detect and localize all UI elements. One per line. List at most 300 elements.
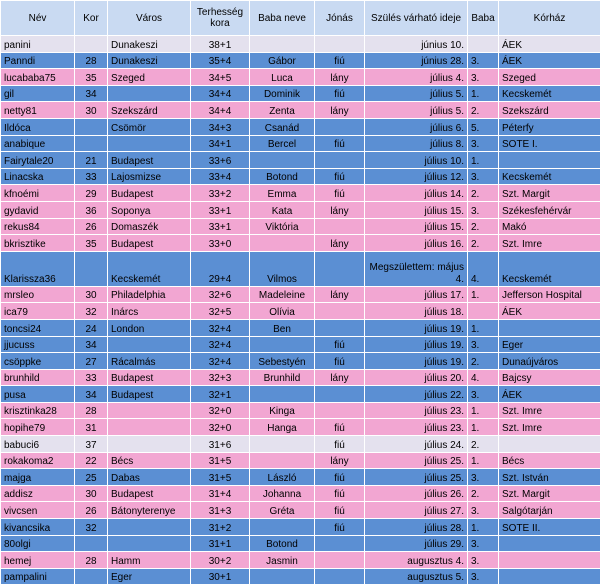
cell-jonas [315, 218, 365, 235]
table-row [1, 218, 600, 235]
cell-baba-neve: Madeleine [250, 286, 315, 303]
header-baba-neve: Baba neve [250, 1, 315, 36]
cell-varos: Inárcs [108, 303, 191, 320]
table-row [1, 402, 600, 419]
table-body [1, 36, 600, 585]
cell-jonas: fiú [315, 353, 365, 370]
cell-kor: 26 [75, 502, 108, 519]
cell-szules: július 15. [365, 218, 468, 235]
cell-korhaz: Szt. Margit [499, 185, 600, 202]
cell-baba-neve: László [250, 469, 315, 486]
cell-jonas: fiú [315, 502, 365, 519]
cell-korhaz: Kecskemét [499, 85, 600, 102]
cell-baba: 3. [468, 69, 499, 86]
cell-varos: Budapest [108, 485, 191, 502]
cell-jonas [315, 552, 365, 569]
cell-korhaz: SOTE II. [499, 519, 600, 536]
cell-jonas: lány [315, 286, 365, 303]
cell-jonas: fiú [315, 436, 365, 453]
cell-baba-neve [250, 235, 315, 252]
cell-jonas: fiú [315, 85, 365, 102]
cell-baba-neve: Olívia [250, 303, 315, 320]
table-row [1, 152, 600, 169]
cell-baba-neve: Sebestyén [250, 353, 315, 370]
cell-terhesseg: 32+6 [191, 286, 250, 303]
cell-korhaz: Szt. Imre [499, 402, 600, 419]
table-row [1, 552, 600, 569]
cell-baba: 3. [468, 469, 499, 486]
cell-varos [108, 402, 191, 419]
cell-nev: lucababa75 [1, 69, 75, 86]
cell-varos [108, 419, 191, 436]
cell-nev: rokakoma2 [1, 452, 75, 469]
cell-terhesseg: 30+1 [191, 568, 250, 585]
cell-varos [108, 85, 191, 102]
table-row [1, 135, 600, 152]
cell-korhaz: Szt. Margit [499, 485, 600, 502]
cell-kor: 28 [75, 52, 108, 69]
cell-kor [75, 535, 108, 552]
cell-kor: 30 [75, 485, 108, 502]
cell-terhesseg: 31+1 [191, 535, 250, 552]
cell-varos: Kecskemét [108, 251, 191, 286]
cell-terhesseg: 32+1 [191, 386, 250, 403]
cell-varos: Dabas [108, 469, 191, 486]
cell-kor: 34 [75, 85, 108, 102]
cell-terhesseg: 34+4 [191, 85, 250, 102]
table-row [1, 485, 600, 502]
table-row [1, 69, 600, 86]
cell-jonas [315, 535, 365, 552]
cell-szules: július 23. [365, 402, 468, 419]
cell-baba: 3. [468, 52, 499, 69]
cell-nev: mrsleo [1, 286, 75, 303]
cell-nev: kfnoémi [1, 185, 75, 202]
table-row [1, 303, 600, 320]
cell-szules: július 20. [365, 369, 468, 386]
table-row [1, 568, 600, 585]
table-row [1, 386, 600, 403]
cell-szules: július 29. [365, 535, 468, 552]
cell-terhesseg: 38+1 [191, 36, 250, 53]
header-korhaz: Kórház [499, 1, 600, 36]
cell-baba-neve [250, 452, 315, 469]
cell-terhesseg: 34+1 [191, 135, 250, 152]
cell-szules: július 28. [365, 519, 468, 536]
cell-varos [108, 135, 191, 152]
cell-baba: 3. [468, 568, 499, 585]
cell-terhesseg: 33+4 [191, 168, 250, 185]
cell-nev: ica79 [1, 303, 75, 320]
cell-baba: 1. [468, 152, 499, 169]
cell-kor: 27 [75, 353, 108, 370]
cell-nev: vivcsen [1, 502, 75, 519]
cell-jonas [315, 251, 365, 286]
cell-jonas: fiú [315, 336, 365, 353]
cell-baba: 3. [468, 135, 499, 152]
cell-terhesseg: 32+5 [191, 303, 250, 320]
cell-baba: 1. [468, 419, 499, 436]
header-jonas: Jónás [315, 1, 365, 36]
table-row [1, 185, 600, 202]
cell-terhesseg: 32+4 [191, 353, 250, 370]
cell-terhesseg: 34+5 [191, 69, 250, 86]
cell-jonas: fiú [315, 135, 365, 152]
cell-varos: London [108, 319, 191, 336]
cell-kor: 29 [75, 185, 108, 202]
cell-korhaz: Szt. Imre [499, 419, 600, 436]
header-varos: Város [108, 1, 191, 36]
cell-jonas [315, 118, 365, 135]
cell-varos: Budapest [108, 369, 191, 386]
cell-kor: 34 [75, 336, 108, 353]
cell-terhesseg: 33+6 [191, 152, 250, 169]
cell-varos: Dunakeszi [108, 52, 191, 69]
cell-varos: Bátonyterenye [108, 502, 191, 519]
cell-kor: 35 [75, 235, 108, 252]
table-row [1, 235, 600, 252]
cell-korhaz: Szeged [499, 69, 600, 86]
cell-szules: június 10. [365, 36, 468, 53]
cell-jonas [315, 152, 365, 169]
cell-baba: 4. [468, 369, 499, 386]
cell-terhesseg: 32+4 [191, 336, 250, 353]
cell-szules: július 4. [365, 69, 468, 86]
cell-kor [75, 135, 108, 152]
table-row [1, 168, 600, 185]
cell-szules: július 22. [365, 386, 468, 403]
cell-jonas [315, 303, 365, 320]
cell-korhaz: ÁEK [499, 36, 600, 53]
cell-kor: 28 [75, 552, 108, 569]
header-kor: Kor [75, 1, 108, 36]
table-row [1, 201, 600, 218]
cell-korhaz: Péterfy [499, 118, 600, 135]
header-row [1, 1, 600, 36]
cell-baba-neve: Jasmin [250, 552, 315, 569]
cell-baba: 3. [468, 168, 499, 185]
cell-terhesseg: 31+4 [191, 485, 250, 502]
cell-kor [75, 118, 108, 135]
cell-nev: gydavid [1, 201, 75, 218]
cell-terhesseg: 32+3 [191, 369, 250, 386]
cell-baba-neve: Brunhild [250, 369, 315, 386]
cell-baba: 2. [468, 485, 499, 502]
cell-baba: 2. [468, 353, 499, 370]
cell-jonas: lány [315, 452, 365, 469]
cell-baba: 3. [468, 502, 499, 519]
cell-varos: Csömör [108, 118, 191, 135]
cell-korhaz: Makó [499, 218, 600, 235]
cell-szules: július 10. [365, 152, 468, 169]
table-row [1, 36, 600, 53]
cell-szules: június 28. [365, 52, 468, 69]
table-row [1, 419, 600, 436]
cell-korhaz [499, 436, 600, 453]
cell-szules: július 24. [365, 436, 468, 453]
cell-nev: bkrisztike [1, 235, 75, 252]
cell-baba: 3. [468, 552, 499, 569]
table-row [1, 319, 600, 336]
cell-nev: panini [1, 36, 75, 53]
cell-terhesseg: 33+0 [191, 235, 250, 252]
cell-szules: augusztus 4. [365, 552, 468, 569]
cell-szules: július 5. [365, 85, 468, 102]
cell-nev: netty81 [1, 102, 75, 119]
cell-terhesseg: 34+4 [191, 102, 250, 119]
cell-szules: július 12. [365, 168, 468, 185]
cell-kor: 31 [75, 419, 108, 436]
cell-nev: hemej [1, 552, 75, 569]
cell-nev: pampalini [1, 568, 75, 585]
cell-baba [468, 303, 499, 320]
cell-nev: Ildóca [1, 118, 75, 135]
cell-baba [468, 36, 499, 53]
cell-kor: 33 [75, 369, 108, 386]
cell-szules: július 16. [365, 235, 468, 252]
cell-baba-neve: Kinga [250, 402, 315, 419]
table-row [1, 52, 600, 69]
cell-nev: Panndi [1, 52, 75, 69]
cell-baba-neve: Botond [250, 168, 315, 185]
cell-terhesseg: 31+2 [191, 519, 250, 536]
table-row [1, 353, 600, 370]
cell-korhaz: Bécs [499, 452, 600, 469]
cell-kor: 24 [75, 319, 108, 336]
cell-korhaz [499, 552, 600, 569]
cell-varos: Szeged [108, 69, 191, 86]
cell-kor: 26 [75, 218, 108, 235]
cell-jonas: fiú [315, 519, 365, 536]
table-row [1, 469, 600, 486]
cell-jonas [315, 386, 365, 403]
cell-szules: július 19. [365, 336, 468, 353]
cell-szules: július 17. [365, 286, 468, 303]
cell-korhaz: Kecskemét [499, 251, 600, 286]
cell-nev: pusa [1, 386, 75, 403]
cell-baba: 1. [468, 402, 499, 419]
cell-nev: hopihe79 [1, 419, 75, 436]
table-row [1, 251, 600, 286]
cell-nev: majga [1, 469, 75, 486]
cell-szules: július 23. [365, 419, 468, 436]
cell-korhaz: Székesfehérvár [499, 201, 600, 218]
cell-korhaz: Kecskemét [499, 168, 600, 185]
cell-kor: 21 [75, 152, 108, 169]
table-row [1, 286, 600, 303]
cell-kor: 37 [75, 436, 108, 453]
cell-nev: Fairytale20 [1, 152, 75, 169]
cell-nev: kivancsika [1, 519, 75, 536]
cell-baba: 2. [468, 235, 499, 252]
cell-terhesseg: 33+1 [191, 218, 250, 235]
cell-terhesseg: 32+0 [191, 402, 250, 419]
cell-varos [108, 436, 191, 453]
cell-varos: Hamm [108, 552, 191, 569]
cell-baba-neve: Csanád [250, 118, 315, 135]
cell-terhesseg: 31+5 [191, 452, 250, 469]
cell-nev: 80olgi [1, 535, 75, 552]
cell-kor: 32 [75, 303, 108, 320]
cell-terhesseg: 35+4 [191, 52, 250, 69]
cell-kor: 28 [75, 402, 108, 419]
cell-korhaz [499, 152, 600, 169]
cell-baba-neve [250, 152, 315, 169]
cell-szules: július 25. [365, 469, 468, 486]
cell-baba: 2. [468, 218, 499, 235]
cell-baba: 5. [468, 118, 499, 135]
cell-baba: 2. [468, 102, 499, 119]
cell-korhaz [499, 319, 600, 336]
cell-baba-neve: Ben [250, 319, 315, 336]
cell-baba-neve: Luca [250, 69, 315, 86]
cell-jonas [315, 36, 365, 53]
cell-korhaz: Szt. István [499, 469, 600, 486]
table-row [1, 118, 600, 135]
cell-kor: 32 [75, 519, 108, 536]
cell-szules: július 8. [365, 135, 468, 152]
cell-szules: július 5. [365, 102, 468, 119]
cell-baba: 1. [468, 519, 499, 536]
cell-korhaz [499, 535, 600, 552]
cell-terhesseg: 29+4 [191, 251, 250, 286]
cell-korhaz: Szekszárd [499, 102, 600, 119]
table-row [1, 336, 600, 353]
header-szules: Szülés várható ideje [365, 1, 468, 36]
cell-kor [75, 251, 108, 286]
cell-baba-neve: Emma [250, 185, 315, 202]
cell-varos: Rácalmás [108, 353, 191, 370]
cell-baba: 1. [468, 452, 499, 469]
cell-jonas: fiú [315, 469, 365, 486]
cell-kor: 30 [75, 286, 108, 303]
cell-baba-neve: Botond [250, 535, 315, 552]
cell-terhesseg: 33+1 [191, 201, 250, 218]
cell-nev: rekus84 [1, 218, 75, 235]
cell-korhaz: ÁEK [499, 303, 600, 320]
cell-szules: július 19. [365, 319, 468, 336]
cell-nev: addisz [1, 485, 75, 502]
cell-varos: Dunakeszi [108, 36, 191, 53]
cell-szules: július 25. [365, 452, 468, 469]
cell-nev: Klarissza36 [1, 251, 75, 286]
cell-jonas [315, 402, 365, 419]
cell-nev: brunhild [1, 369, 75, 386]
cell-varos: Philadelphia [108, 286, 191, 303]
cell-terhesseg: 30+2 [191, 552, 250, 569]
cell-baba: 1. [468, 85, 499, 102]
cell-baba-neve [250, 436, 315, 453]
cell-baba: 3. [468, 386, 499, 403]
cell-kor: 33 [75, 168, 108, 185]
table-row [1, 85, 600, 102]
cell-baba: 2. [468, 185, 499, 202]
cell-jonas: lány [315, 369, 365, 386]
cell-baba-neve: Viktória [250, 218, 315, 235]
cell-baba: 3. [468, 201, 499, 218]
cell-varos: Budapest [108, 152, 191, 169]
cell-baba: 1. [468, 286, 499, 303]
cell-baba-neve: Bercel [250, 135, 315, 152]
cell-baba-neve: Johanna [250, 485, 315, 502]
cell-terhesseg: 31+3 [191, 502, 250, 519]
cell-terhesseg: 34+3 [191, 118, 250, 135]
cell-baba-neve: Hanga [250, 419, 315, 436]
cell-szules: július 6. [365, 118, 468, 135]
cell-baba: 1. [468, 319, 499, 336]
cell-baba: 3. [468, 535, 499, 552]
cell-jonas: fiú [315, 168, 365, 185]
cell-szules: Megszülettem: május 4. [365, 251, 468, 286]
cell-szules: augusztus 5. [365, 568, 468, 585]
cell-terhesseg: 31+5 [191, 469, 250, 486]
cell-szules: július 14. [365, 185, 468, 202]
table-row [1, 102, 600, 119]
cell-kor: 22 [75, 452, 108, 469]
cell-varos: Eger [108, 568, 191, 585]
cell-korhaz: Jefferson Hospital [499, 286, 600, 303]
header-baba: Baba [468, 1, 499, 36]
cell-jonas: lány [315, 235, 365, 252]
cell-baba-neve [250, 386, 315, 403]
table-row [1, 519, 600, 536]
cell-jonas [315, 568, 365, 585]
cell-kor: 36 [75, 201, 108, 218]
cell-baba-neve [250, 36, 315, 53]
cell-jonas: fiú [315, 185, 365, 202]
cell-baba-neve [250, 519, 315, 536]
cell-baba: 2. [468, 436, 499, 453]
cell-korhaz: Dunaújváros [499, 353, 600, 370]
cell-varos: Szekszárd [108, 102, 191, 119]
cell-korhaz: Szt. Imre [499, 235, 600, 252]
cell-korhaz: Eger [499, 336, 600, 353]
table-row [1, 535, 600, 552]
cell-nev: anabique [1, 135, 75, 152]
cell-szules: július 15. [365, 201, 468, 218]
table-row [1, 452, 600, 469]
cell-terhesseg: 31+6 [191, 436, 250, 453]
cell-varos: Budapest [108, 185, 191, 202]
cell-korhaz: Salgótarján [499, 502, 600, 519]
table-row [1, 502, 600, 519]
cell-varos: Domaszék [108, 218, 191, 235]
cell-korhaz: ÁEK [499, 52, 600, 69]
cell-terhesseg: 32+0 [191, 419, 250, 436]
cell-baba: 3. [468, 336, 499, 353]
cell-terhesseg: 33+2 [191, 185, 250, 202]
cell-varos: Soponya [108, 201, 191, 218]
cell-nev: gil [1, 85, 75, 102]
cell-terhesseg: 32+4 [191, 319, 250, 336]
cell-kor [75, 568, 108, 585]
cell-varos: Budapest [108, 235, 191, 252]
cell-jonas [315, 319, 365, 336]
cell-korhaz [499, 568, 600, 585]
cell-kor: 35 [75, 69, 108, 86]
cell-nev: Linacska [1, 168, 75, 185]
cell-nev: jjucuss [1, 336, 75, 353]
cell-jonas: lány [315, 201, 365, 218]
cell-jonas: lány [315, 69, 365, 86]
cell-szules: július 18. [365, 303, 468, 320]
table-row [1, 369, 600, 386]
cell-varos [108, 336, 191, 353]
cell-nev: csöppke [1, 353, 75, 370]
header-nev: Név [1, 1, 75, 36]
cell-nev: babuci6 [1, 436, 75, 453]
cell-jonas: fiú [315, 485, 365, 502]
